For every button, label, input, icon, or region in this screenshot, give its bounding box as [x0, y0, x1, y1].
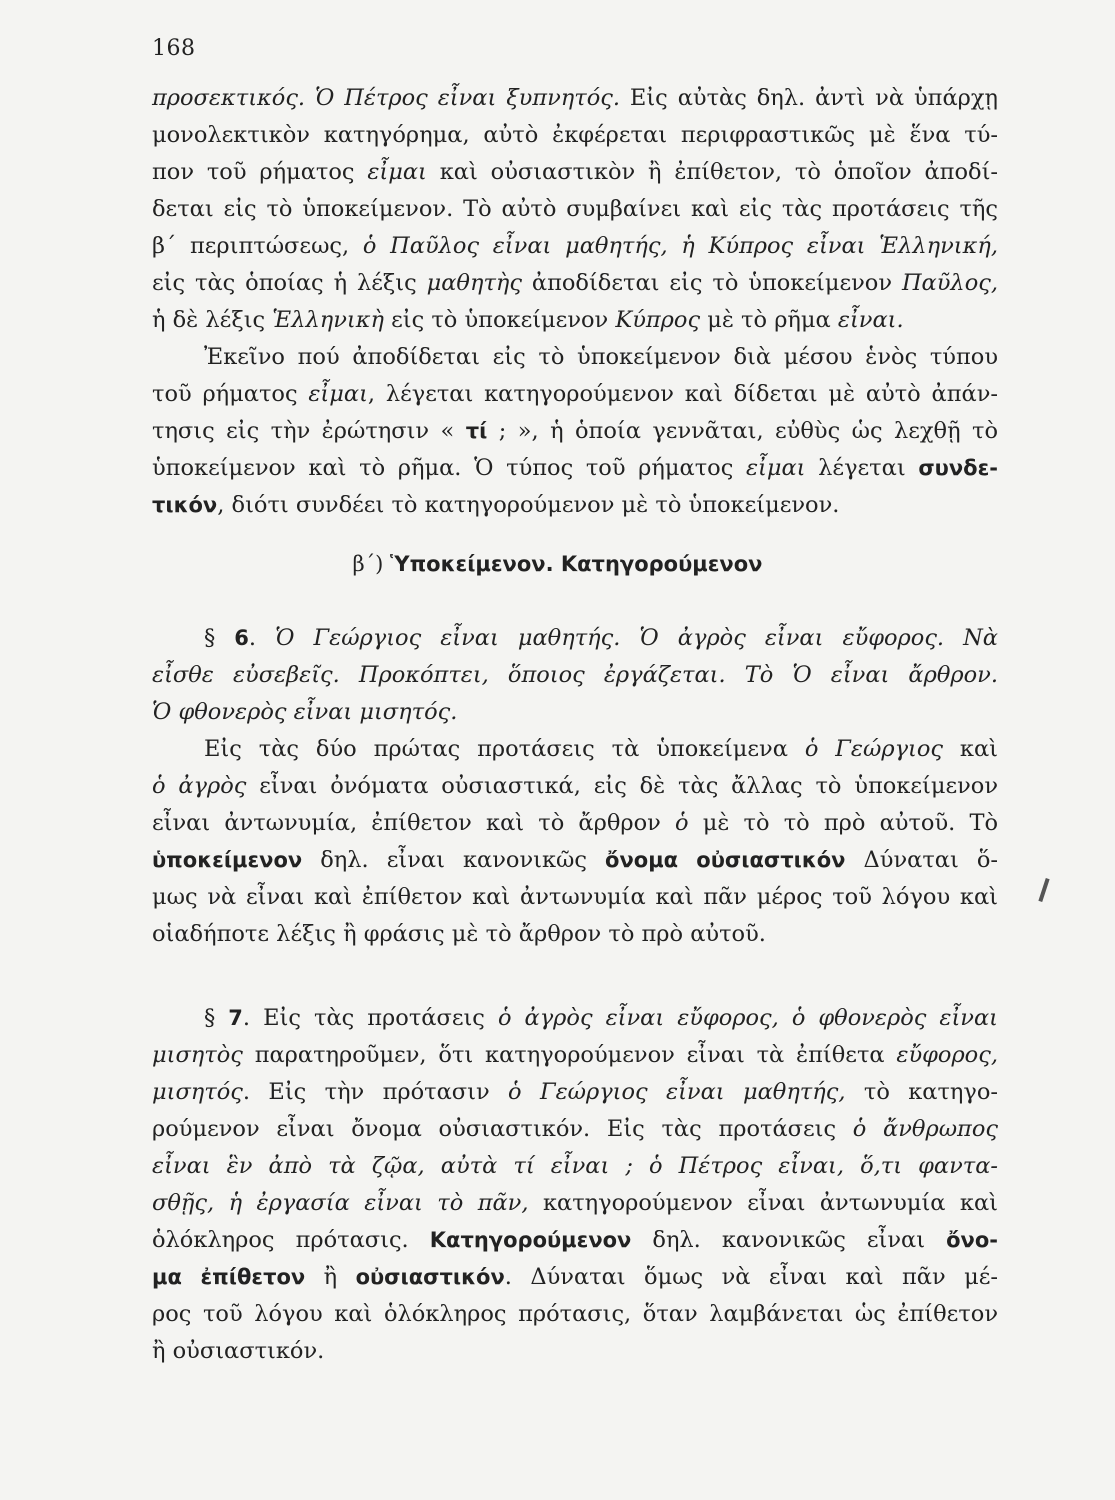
text-line: Ὁ φθονερὸς εἶναι μισητός.: [152, 699, 458, 725]
text-line: οἱαδήποτε λέξις ἢ φράσις μὲ τὸ ἄρθρον τὸ πρὸ αὐτοῦ.: [152, 921, 766, 947]
text-line: § 7. Εἰς τὰς προτάσεις ὁ ἀγρὸς εἶναι εὔφορος, ὁ φθονερὸς εἶναι: [204, 1005, 999, 1031]
text-line: τικόν, διότι συνδέει τὸ κατηγορούμενον μὲ τὸ ὑποκείμενον.: [152, 492, 840, 518]
paragraph-6: [152, 620, 998, 953]
text-line: ρούμενον εἶναι ὄνομα οὐσιαστικόν. Εἰς τὰς προτάσεις ὁ ἄνθρωπος: [152, 1116, 998, 1142]
text-line: μισητὸς παρατηροῦμεν, ὅτι κατηγορούμενον εἶναι τὰ ἐπίθετα εὔφορος,: [152, 1042, 998, 1068]
text-line: μως νὰ εἶναι καὶ ἐπίθετον καὶ ἀντωνυμία καὶ πᾶν μέρος τοῦ λόγου καὶ: [152, 884, 998, 910]
text-line: εἶναι ἀντωνυμία, ἐπίθετον καὶ τὸ ἄρθρον ὁ μὲ τὸ τὸ πρὸ αὐτοῦ. Τὸ: [152, 810, 998, 836]
text-line: πον τοῦ ρήματος εἶμαι καὶ οὐσιαστικὸν ἢ ἐπίθετον, τὸ ὁποῖον ἀποδί-: [152, 159, 998, 185]
text-line: τοῦ ρήματος εἶμαι, λέγεται κατηγορούμενον καὶ δίδεται μὲ αὐτὸ ἀπάν-: [152, 381, 998, 407]
text-line: μισητός. Εἰς τὴν πρότασιν ὁ Γεώργιος εἶναι μαθητής, τὸ κατηγο-: [152, 1079, 999, 1105]
text-line: ὁλόκληρος πρότασις. Κατηγορούμενον δηλ. κανονικῶς εἶναι ὄνο-: [152, 1227, 998, 1253]
margin-mark: [1038, 878, 1049, 902]
text-line: τησις εἰς τὴν ἐρώτησιν « τί ; », ἡ ὁποία γεννᾶται, εὐθὺς ὡς λεχθῇ τὸ: [152, 418, 998, 444]
text-line: ὑποκείμενον δηλ. εἶναι κανονικῶς ὄνομα οὐσιαστικόν Δύναται ὅ-: [152, 847, 998, 873]
text-line: ὁ ἀγρὸς εἶναι ὀνόματα οὐσιαστικά, εἰς δὲ τὰς ἄλλας τὸ ὑποκείμενον: [152, 773, 998, 799]
text-line: ὑποκείμενον καὶ τὸ ρῆμα. Ὁ τύπος τοῦ ρήματος εἶμαι λέγεται συνδε-: [152, 455, 998, 481]
text-line: μα ἐπίθετον ἢ οὐσιαστικόν. Δύναται ὅμως νὰ εἶναι καὶ πᾶν μέ-: [152, 1264, 998, 1290]
paragraph-7: [152, 1000, 998, 1370]
text-line: εἶσθε εὐσεβεῖς. Προκόπτει, ὅποιος ἐργάζεται. Τὸ Ὁ εἶναι ἄρθρον.: [152, 662, 998, 688]
text-line: § 6. Ὁ Γεώργιος εἶναι μαθητής. Ὁ ἀγρὸς εἶναι εὔφορος. Νὰ: [204, 625, 998, 651]
text-line: Εἰς τὰς δύο πρώτας προτάσεις τὰ ὑποκείμενα ὁ Γεώργιος καὶ: [204, 736, 998, 762]
text-line: μονολεκτικὸν κατηγόρημα, αὐτὸ ἐκφέρεται περιφραστικῶς μὲ ἕνα τύ-: [152, 122, 998, 148]
page-number: 168: [152, 36, 196, 61]
paragraph-definition: [152, 339, 998, 524]
text-line: ἡ δὲ λέξις Ἑλληνικὴ εἰς τὸ ὑποκείμενον Κύπρος μὲ τὸ ρῆμα εἶναι.: [152, 307, 904, 333]
text-line: β΄ περιπτώσεως, ὁ Παῦλος εἶναι μαθητής, ἡ Κύπρος εἶναι Ἑλληνική,: [152, 233, 998, 259]
text-line: ρος τοῦ λόγου καὶ ὁλόκληρος πρότασις, ὅταν λαμβάνεται ὡς ἐπίθετον: [152, 1301, 998, 1327]
text-line: δεται εἰς τὸ ὑποκείμενον. Τὸ αὐτὸ συμβαίνει καὶ εἰς τὰς προτάσεις τῆς: [152, 196, 998, 222]
text-line: Ἐκεῖνο πού ἀποδίδεται εἰς τὸ ὑποκείμενον διὰ μέσου ἑνὸς τύπου: [204, 344, 998, 370]
text-line: ἢ οὐσιαστικόν.: [152, 1338, 325, 1364]
section-heading: β΄) Ὑποκείμενον. Κατηγορούμενον: [352, 552, 763, 576]
paragraph-continuation: [152, 80, 998, 339]
text-line: εἰς τὰς ὁποίας ἡ λέξις μαθητὴς ἀποδίδεται εἰς τὸ ὑποκείμενον Παῦλος,: [152, 270, 998, 296]
text-line: προσεκτικός. Ὁ Πέτρος εἶναι ξυπνητός. Εἰς αὐτὰς δηλ. ἀντὶ νὰ ὑπάρχῃ: [152, 85, 998, 111]
text-line: εἶναι ἓν ἀπὸ τὰ ζῷα, αὐτὰ τί εἶναι ; ὁ Πέτρος εἶναι, ὅ,τι φαντα-: [152, 1153, 998, 1179]
text-line: σθῇς, ἡ ἐργασία εἶναι τὸ πᾶν, κατηγορούμενον εἶναι ἀντωνυμία καὶ: [152, 1190, 999, 1216]
